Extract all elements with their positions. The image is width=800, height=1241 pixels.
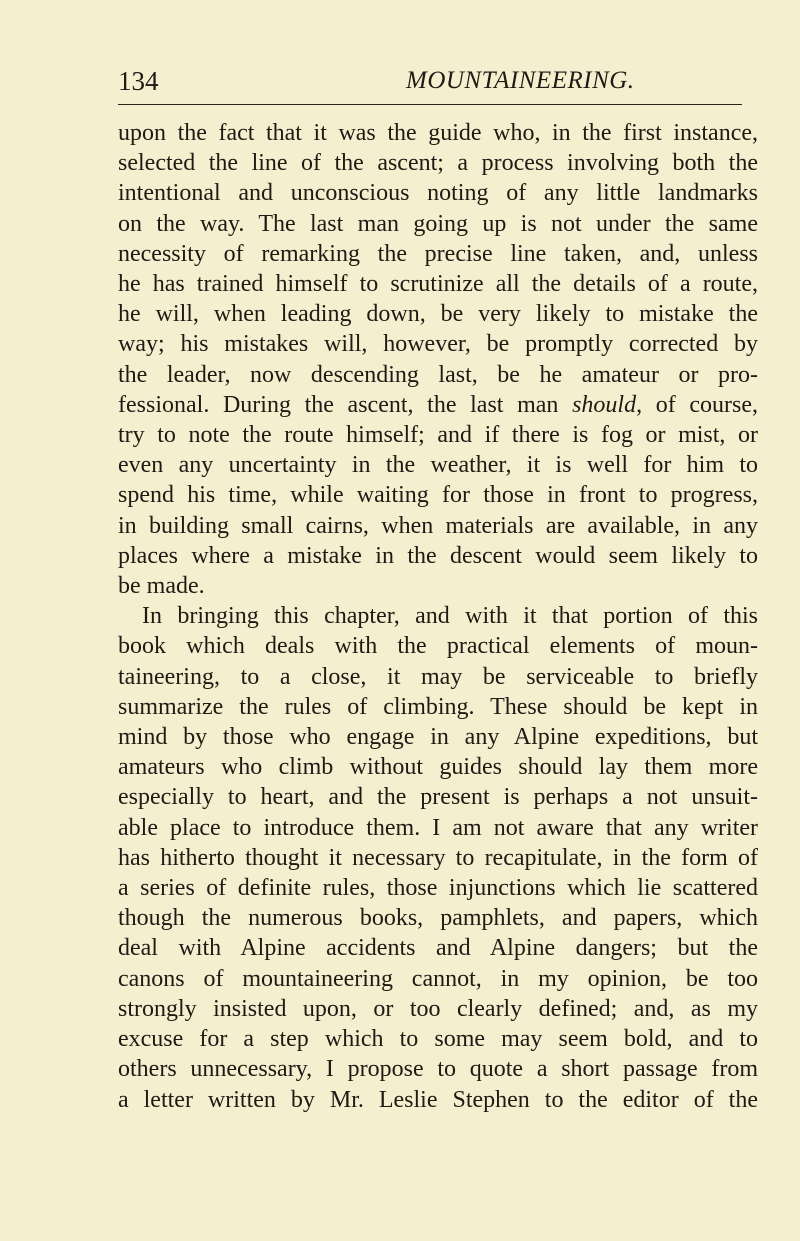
text-line: way; his mistakes will, however, be promptly corrected by: [118, 331, 758, 358]
text-line: even any uncertainty in the weather, it is well for him to: [118, 452, 758, 479]
paragraph-2: [118, 601, 758, 1114]
body-text: [118, 118, 758, 1115]
text-line: on the way. The last man going up is not under the same: [118, 210, 758, 237]
text-line: In bringing this chapter, and with it that portion of this: [142, 603, 758, 630]
text-line: though the numerous books, pamphlets, and papers, which: [118, 905, 758, 932]
text-line: summarize the rules of climbing. These should be kept in: [118, 693, 758, 720]
emphasis-word: should: [572, 391, 637, 418]
text-line: book which deals with the practical elements of moun-: [118, 633, 758, 660]
text-line: able place to introduce them. I am not aware that any writer: [118, 814, 758, 841]
text-line: has hitherto thought it necessary to recapitulate, in the form of: [118, 844, 758, 871]
text-line: a letter written by Mr. Leslie Stephen to the editor of the: [118, 1086, 758, 1113]
text-line: in building small cairns, when materials are available, in any: [118, 512, 758, 539]
text-line: taineering, to a close, it may be serviceable to briefly: [118, 663, 758, 690]
text-line: excuse for a step which to some may seem bold, and to: [118, 1026, 758, 1053]
text-line: necessity of remarking the precise line taken, and, unless: [118, 240, 758, 267]
text-line: strongly insisted upon, or too clearly defined; and, as my: [118, 995, 758, 1022]
paragraph-1: [118, 118, 758, 601]
text-line: try to note the route himself; and if there is fog or mist, or: [118, 422, 758, 449]
text-line: places where a mistake in the descent would seem likely to: [118, 542, 758, 569]
text-line: be made.: [118, 573, 205, 600]
text-line: he has trained himself to scrutinize all the details of a route,: [118, 271, 758, 298]
text-line: the leader, now descending last, be he amateur or pro-: [118, 361, 758, 388]
text-line-with-emphasis: [118, 390, 758, 420]
text-line-end: , of course,: [636, 391, 758, 418]
text-line: canons of mountaineering cannot, in my opinion, be too: [118, 965, 758, 992]
page-number: 134: [118, 66, 159, 96]
text-line: especially to heart, and the present is perhaps a not unsuit-: [118, 784, 758, 811]
text-line-start: fessional. During the ascent, the last man: [118, 391, 573, 418]
text-line: others unnecessary, I propose to quote a short passage from: [118, 1056, 758, 1083]
text-line: intentional and unconscious noting of any little landmarks: [118, 180, 758, 207]
text-line: deal with Alpine accidents and Alpine dangers; but the: [118, 935, 758, 962]
page-header: [118, 62, 742, 106]
header-rule: [118, 104, 742, 105]
text-line: selected the line of the ascent; a process involving both the: [118, 150, 758, 177]
text-line: he will, when leading down, be very likely to mistake the: [118, 301, 758, 328]
running-title: MOUNTAINEERING.: [406, 67, 635, 94]
text-line: a series of definite rules, those injunctions which lie scattered: [118, 875, 758, 902]
text-line: amateurs who climb without guides should lay them more: [118, 754, 758, 781]
text-line: spend his time, while waiting for those in front to progress,: [118, 482, 758, 509]
text-line: mind by those who engage in any Alpine expeditions, but: [118, 724, 758, 751]
text-line: upon the fact that it was the guide who, in the first instance,: [118, 120, 758, 146]
